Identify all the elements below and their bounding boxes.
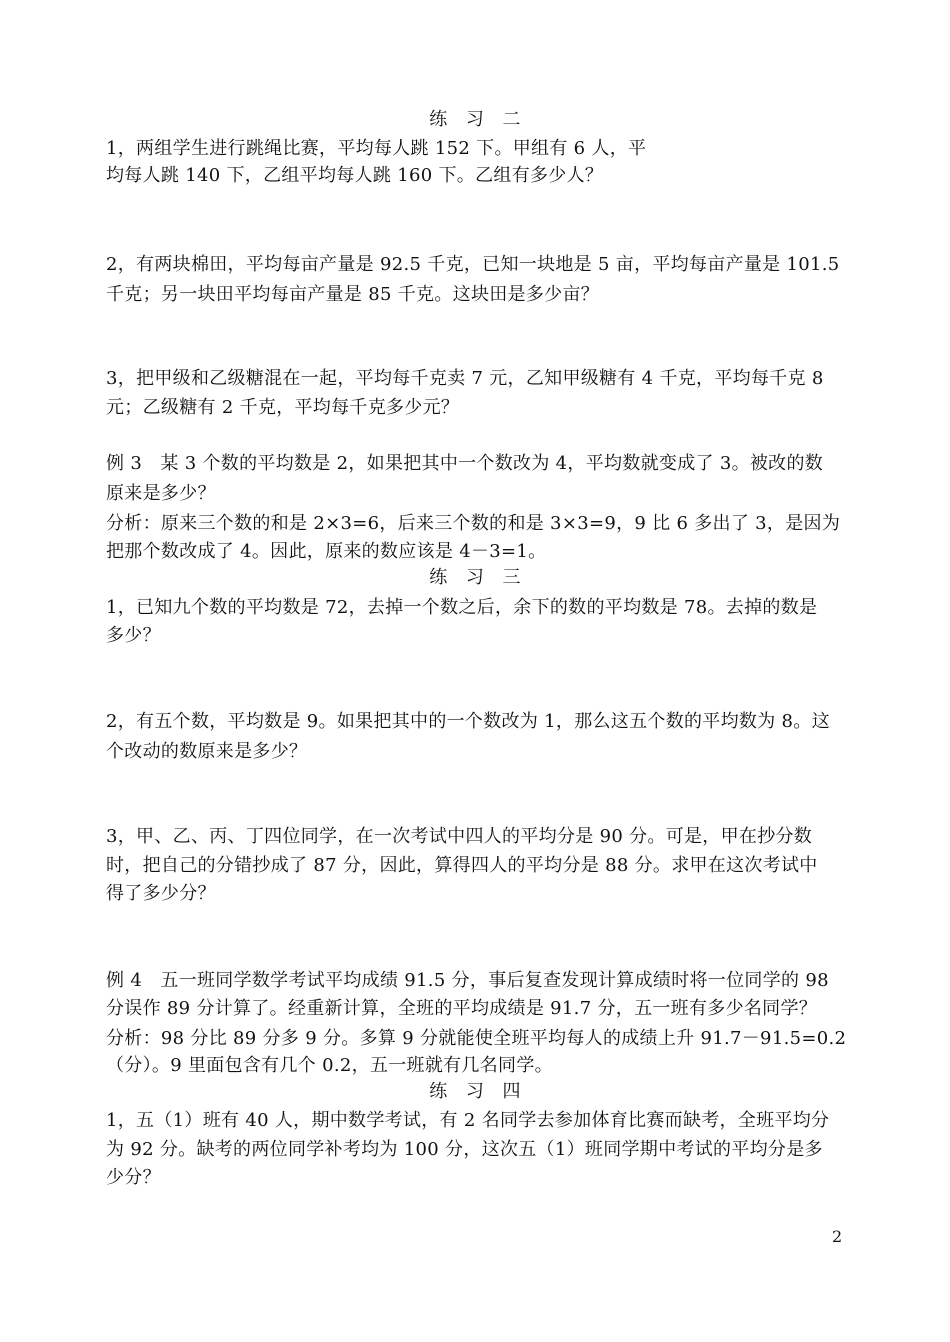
example-3-analysis-line2: 把那个数改成了 4。因此，原来的数应该是 4－3=1。 — [106, 541, 547, 562]
exercise-3-heading: 练 习 三 — [429, 567, 521, 588]
exercise-2-heading: 练 习 二 — [429, 109, 521, 130]
example-3-line1: 例 3 某 3 个数的平均数是 2，如果把其中一个数改为 4，平均数就变成了 3。被改的数 — [106, 453, 824, 474]
ex3-q1-line1: 1，已知九个数的平均数是 72，去掉一个数之后，余下的数的平均数是 78。去掉的数是 — [106, 597, 818, 618]
ex2-q3-line2: 元；乙级糖有 2 千克，平均每千克多少元？ — [106, 397, 460, 418]
ex4-q1-line3: 少分？ — [106, 1167, 161, 1188]
example-4-line2: 分误作 89 分计算了。经重新计算，全班的平均成绩是 91.7 分，五一班有多少名同学？ — [106, 998, 818, 1019]
example-3-analysis-line1: 分析：原来三个数的和是 2×3=6，后来三个数的和是 3×3=9，9 比 6 多出了 3，是因为 — [106, 513, 841, 534]
ex4-q1-line1: 1，五（1）班有 40 人，期中数学考试，有 2 名同学去参加体育比赛而缺考，全班平均分 — [106, 1110, 830, 1131]
ex3-q2-line1: 2，有五个数，平均数是 9。如果把其中的一个数改为 1，那么这五个数的平均数为 8。这 — [106, 711, 830, 732]
page-number: 2 — [832, 1227, 843, 1246]
ex4-q1-line2: 为 92 分。缺考的两位同学补考均为 100 分，这次五（1）班同学期中考试的平均分是多 — [106, 1139, 823, 1160]
ex2-q2-line1: 2，有两块棉田，平均每亩产量是 92.5 千克，已知一块地是 5 亩，平均每亩产量是 101.5 — [106, 254, 840, 275]
ex2-q1-line2: 均每人跳 140 下，乙组平均每人跳 160 下。乙组有多少人？ — [106, 165, 604, 186]
exercise-4-heading: 练 习 四 — [429, 1081, 521, 1102]
example-4-analysis-line1: 分析：98 分比 89 分多 9 分。多算 9 分就能使全班平均每人的成绩上升 91.7－91.5=0.2 — [106, 1028, 847, 1049]
ex3-q3-line1: 3，甲、乙、丙、丁四位同学，在一次考试中四人的平均分是 90 分。可是，甲在抄分数 — [106, 826, 813, 847]
ex2-q2-line2: 千克；另一块田平均每亩产量是 85 千克。这块田是多少亩？ — [106, 284, 600, 305]
example-3-line2: 原来是多少？ — [106, 483, 216, 504]
ex2-q1-line1: 1，两组学生进行跳绳比赛，平均每人跳 152 下。甲组有 6 人，平 — [106, 138, 647, 159]
ex3-q3-line3: 得了多少分？ — [106, 883, 216, 904]
ex3-q3-line2: 时，把自己的分错抄成了 87 分，因此，算得四人的平均分是 88 分。求甲在这次考试中 — [106, 855, 818, 876]
ex3-q1-line2: 多少？ — [106, 625, 161, 646]
ex3-q2-line2: 个改动的数原来是多少？ — [106, 741, 308, 762]
example-4-line1: 例 4 五一班同学数学考试平均成绩 91.5 分，事后复查发现计算成绩时将一位同学的 98 — [106, 970, 829, 991]
example-4-analysis-line2: （分）。9 里面包含有几个 0.2，五一班就有几名同学。 — [106, 1055, 553, 1076]
ex2-q3-line1: 3，把甲级和乙级糖混在一起，平均每千克卖 7 元，乙知甲级糖有 4 千克，平均每千克 8 — [106, 368, 824, 389]
